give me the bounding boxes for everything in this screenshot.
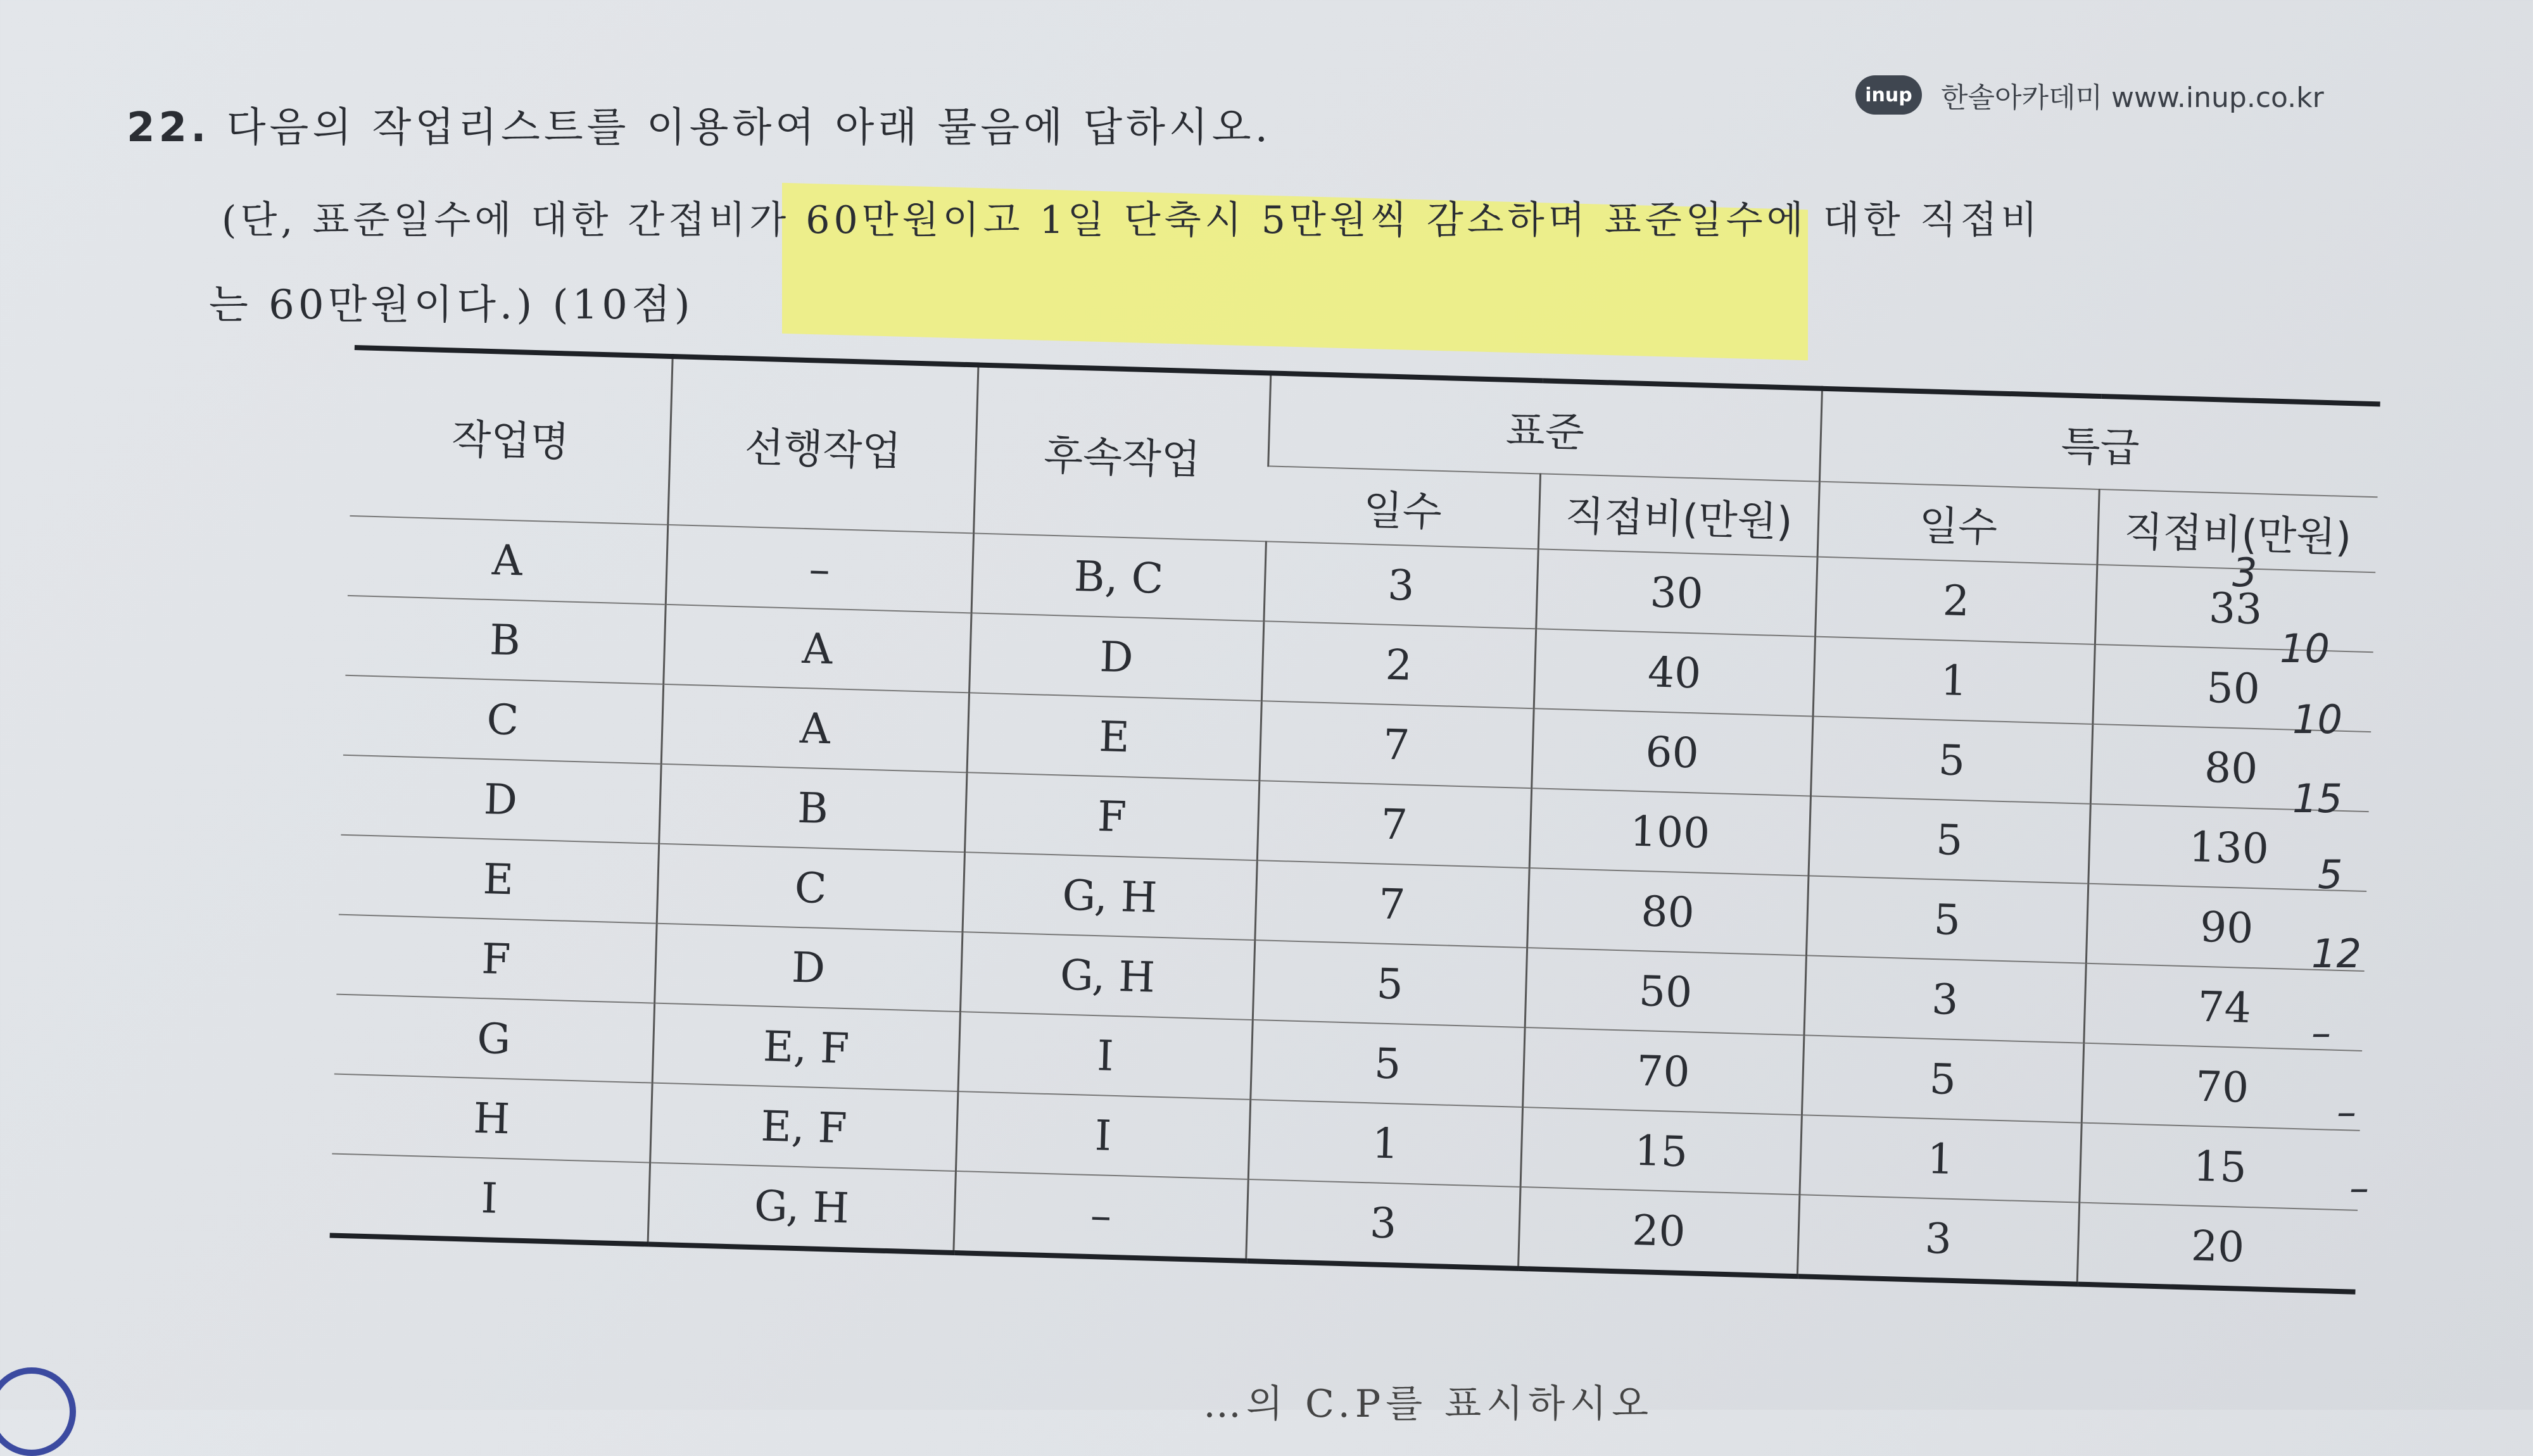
cell-crash-cost: 130 [2088, 804, 2368, 891]
cell-successor: I [958, 1012, 1253, 1100]
page-edge-circle [0, 1367, 76, 1456]
work-list-table-wrapper [327, 345, 2380, 1370]
cell-crash-cost: 74 [2083, 963, 2364, 1051]
cell-crash-cost: 70 [2081, 1043, 2362, 1131]
cell-task: G [334, 995, 655, 1083]
cell-crash-cost: 50 [2092, 644, 2373, 732]
cell-standard-cost: 50 [1525, 948, 1807, 1035]
cell-standard-cost: 60 [1531, 708, 1813, 796]
cell-task: E [339, 835, 659, 924]
cell-predecessor: A [663, 605, 971, 693]
header-standard: 표준 [1268, 373, 1822, 481]
header-crash-days: 일수 [1817, 482, 2099, 565]
cell-standard-days: 7 [1257, 781, 1531, 868]
publisher-name: 한솔아카데미 www.inup.co.kr [1941, 82, 2324, 114]
cell-task: A [348, 516, 668, 605]
cell-standard-days: 3 [1264, 541, 1538, 629]
cell-task: D [341, 755, 661, 844]
cell-standard-days: 1 [1248, 1100, 1522, 1187]
cell-successor: I [956, 1091, 1251, 1179]
cell-standard-days: 5 [1251, 1020, 1525, 1107]
cell-predecessor: – [666, 525, 973, 613]
cell-task: I [330, 1154, 650, 1245]
cell-crash-cost: 90 [2086, 884, 2366, 971]
header-task: 작업명 [350, 348, 672, 525]
cell-crash-days: 5 [1809, 796, 2090, 883]
cell-successor: – [954, 1171, 1249, 1261]
header-crash-cost: 직접비(만원) [2097, 489, 2377, 572]
cell-standard-days: 7 [1255, 860, 1529, 948]
cell-crash-days: 5 [1807, 875, 2088, 963]
cell-standard-days: 5 [1253, 940, 1527, 1027]
next-question-partial: …의 C.P를 표시하시오 [1203, 1382, 1654, 1426]
header-standard-days: 일수 [1266, 466, 1540, 549]
header-standard-cost: 직접비(만원) [1538, 474, 1820, 556]
cell-crash-days: 1 [1813, 637, 2095, 724]
handwritten-note: – [2337, 1089, 2356, 1135]
cell-crash-days: 2 [1816, 557, 2097, 644]
cell-crash-cost: 20 [2077, 1203, 2358, 1292]
cell-successor: D [969, 613, 1264, 701]
question-number: 22. [127, 104, 210, 151]
work-list-table [330, 345, 2380, 1295]
cell-predecessor: E, F [652, 1003, 960, 1091]
cell-successor: F [964, 772, 1260, 860]
cell-predecessor: E, F [650, 1083, 957, 1171]
cell-standard-cost: 100 [1529, 788, 1811, 875]
handwritten-note: – [2349, 1165, 2369, 1211]
cell-predecessor: D [654, 924, 962, 1012]
cell-standard-days: 7 [1260, 701, 1534, 788]
cell-task: B [345, 596, 666, 684]
cell-successor: E [967, 693, 1262, 781]
question-text-1: 다음의 작업리스트를 이용하여 아래 물음에 답하시오. [226, 104, 1272, 151]
cell-crash-days: 3 [1804, 955, 2086, 1043]
cell-crash-days: 5 [1811, 717, 2093, 804]
handwritten-note: – [2311, 1010, 2331, 1056]
cell-predecessor: G, H [648, 1163, 956, 1253]
cell-crash-cost: 15 [2079, 1123, 2359, 1210]
handwritten-note: 3 [2232, 549, 2258, 596]
cell-successor: G, H [960, 932, 1255, 1020]
cell-standard-cost: 20 [1518, 1187, 1800, 1276]
handwritten-note: 5 [2318, 851, 2343, 898]
question-line-1 [127, 95, 1272, 153]
cell-crash-days: 1 [1800, 1115, 2081, 1202]
cell-crash-days: 5 [1802, 1035, 2083, 1122]
cell-crash-days: 3 [1797, 1195, 2079, 1284]
cell-task: F [336, 915, 657, 1003]
cell-predecessor: A [661, 684, 969, 772]
cell-standard-days: 3 [1246, 1179, 1520, 1269]
cell-task: C [343, 675, 664, 764]
question-line-2: (단, 표준일수에 대한 간접비가 60만원이고 1일 단축시 5만원씩 감소하며 표준일수에 대한 직접비 [222, 198, 2042, 242]
question-line-3: 는 60만원이다.) (10점) [209, 282, 694, 329]
cell-standard-cost: 40 [1534, 629, 1816, 716]
handwritten-note: 15 [2292, 775, 2342, 822]
header-crash: 특급 [1819, 389, 2380, 498]
cell-crash-cost: 33 [2095, 565, 2375, 652]
cell-predecessor: C [657, 844, 964, 932]
handwritten-note: 10 [2280, 625, 2330, 672]
cell-standard-cost: 70 [1522, 1027, 1804, 1115]
header-predecessor: 선행작업 [668, 356, 978, 533]
handwritten-note: 12 [2311, 931, 2361, 977]
cell-standard-cost: 30 [1536, 549, 1817, 636]
cell-crash-cost: 80 [2090, 724, 2371, 812]
cell-standard-days: 2 [1261, 621, 1536, 708]
cell-successor: B, C [971, 533, 1266, 621]
cell-successor: G, H [963, 852, 1258, 940]
cell-task: H [332, 1074, 652, 1163]
publisher-logo [1855, 75, 2324, 115]
header-successor: 후속작업 [973, 365, 1270, 542]
cell-standard-cost: 15 [1520, 1107, 1802, 1195]
cell-predecessor: B [659, 764, 966, 852]
cell-standard-cost: 80 [1527, 868, 1809, 955]
inup-logo-icon: inup [1855, 75, 1922, 115]
handwritten-note: 10 [2292, 696, 2342, 743]
